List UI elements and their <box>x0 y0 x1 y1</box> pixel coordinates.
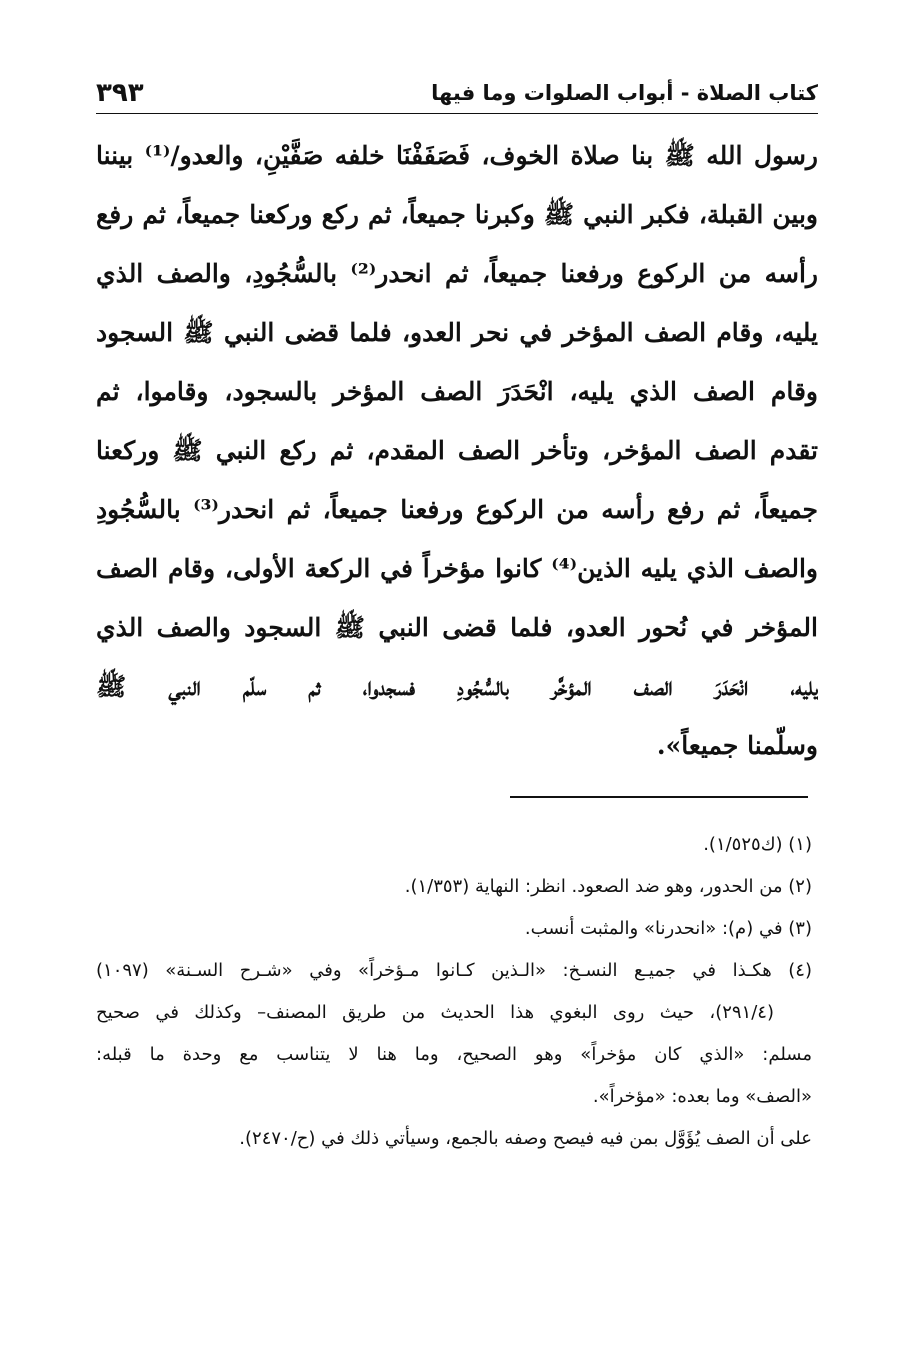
footnote-2: (٢) من الحدور، وهو ضد الصعود. انظر: النهاية (١/٣٥٣). <box>404 876 812 897</box>
running-title: كتاب الصلاة - أبواب الصلوات وما فيها <box>431 81 818 105</box>
footnote-4: (٤) هكـذا في جميـع النسـخ: «الـذين كـانوا مـؤخراً» وفي «شـرح السـنة» (١٠٩٧) <box>96 960 812 981</box>
text-line: رسول الله ﷺ بنا صلاة الخوف، فَصَفَفْنَا خلفه صَفَّيْنِ، والعدو/⁽¹⁾ بيننا <box>96 141 818 170</box>
page-header <box>96 74 818 112</box>
footnotes <box>96 824 812 1160</box>
footnote-separator <box>510 796 808 798</box>
footnote-4-continuation: مسلم: «الذي كان مؤخراً» وهو الصحيح، وما هنا لا يتناسب مع وحدة ما قبله: <box>96 1044 812 1065</box>
footnote-4-continuation: على أن الصف يُؤَوَّل بمن فيه فيصح وصفه بالجمع، وسيأتي ذلك في (ح/٢٤٧٠). <box>239 1128 812 1149</box>
text-line: المؤخر في نُحور العدو، فلما قضى النبي ﷺ السجود والصف الذي <box>96 613 818 642</box>
footnote-1: (١) (ك١/٥٢٥). <box>703 834 812 855</box>
main-text <box>96 126 818 775</box>
footnote-4-continuation: (٢٩١/٤)، حيث روى البغوي هذا الحديث من طريق المصنف– وكذلك في صحيح <box>96 1002 774 1023</box>
footnote-3: (٣) في (م): «انحدرنا» والمثبت أنسب. <box>524 918 812 939</box>
text-line: يليه، انْحَدَرَ الصف المؤخَّر بالسُّجُودِ فسجدوا، ثم سلّم النبي ﷺ <box>96 672 818 701</box>
page-number: ٣٩٣ <box>96 78 144 108</box>
text-line: يليه، وقام الصف المؤخر في نحر العدو، فلما قضى النبي ﷺ السجود <box>96 318 818 347</box>
text-line: والصف الذي يليه الذين⁽⁴⁾ كانوا مؤخراً في الركعة الأولى، وقام الصف <box>96 554 818 583</box>
text-line: جميعاً، ثم رفع رأسه من الركوع ورفعنا جميعاً، ثم انحدر⁽³⁾ بالسُّجُودِ <box>96 495 818 524</box>
text-line: وبين القبلة، فكبر النبي ﷺ وكبرنا جميعاً، ثم ركع وركعنا جميعاً، ثم رفع <box>96 200 818 229</box>
text-line: رأسه من الركوع ورفعنا جميعاً، ثم انحدر⁽²⁾ بالسُّجُودِ، والصف الذي <box>96 259 818 288</box>
footnote-4-continuation: «الصف» وما بعده: «مؤخراً». <box>592 1086 812 1107</box>
text-line: تقدم الصف المؤخر، وتأخر الصف المقدم، ثم ركع النبي ﷺ وركعنا <box>96 436 818 465</box>
header-rule <box>96 113 818 114</box>
text-line: وسلّمنا جميعاً». <box>656 731 818 760</box>
text-line: وقام الصف الذي يليه، انْحَدَرَ الصف المؤخر بالسجود، وقاموا، ثم <box>96 377 818 406</box>
